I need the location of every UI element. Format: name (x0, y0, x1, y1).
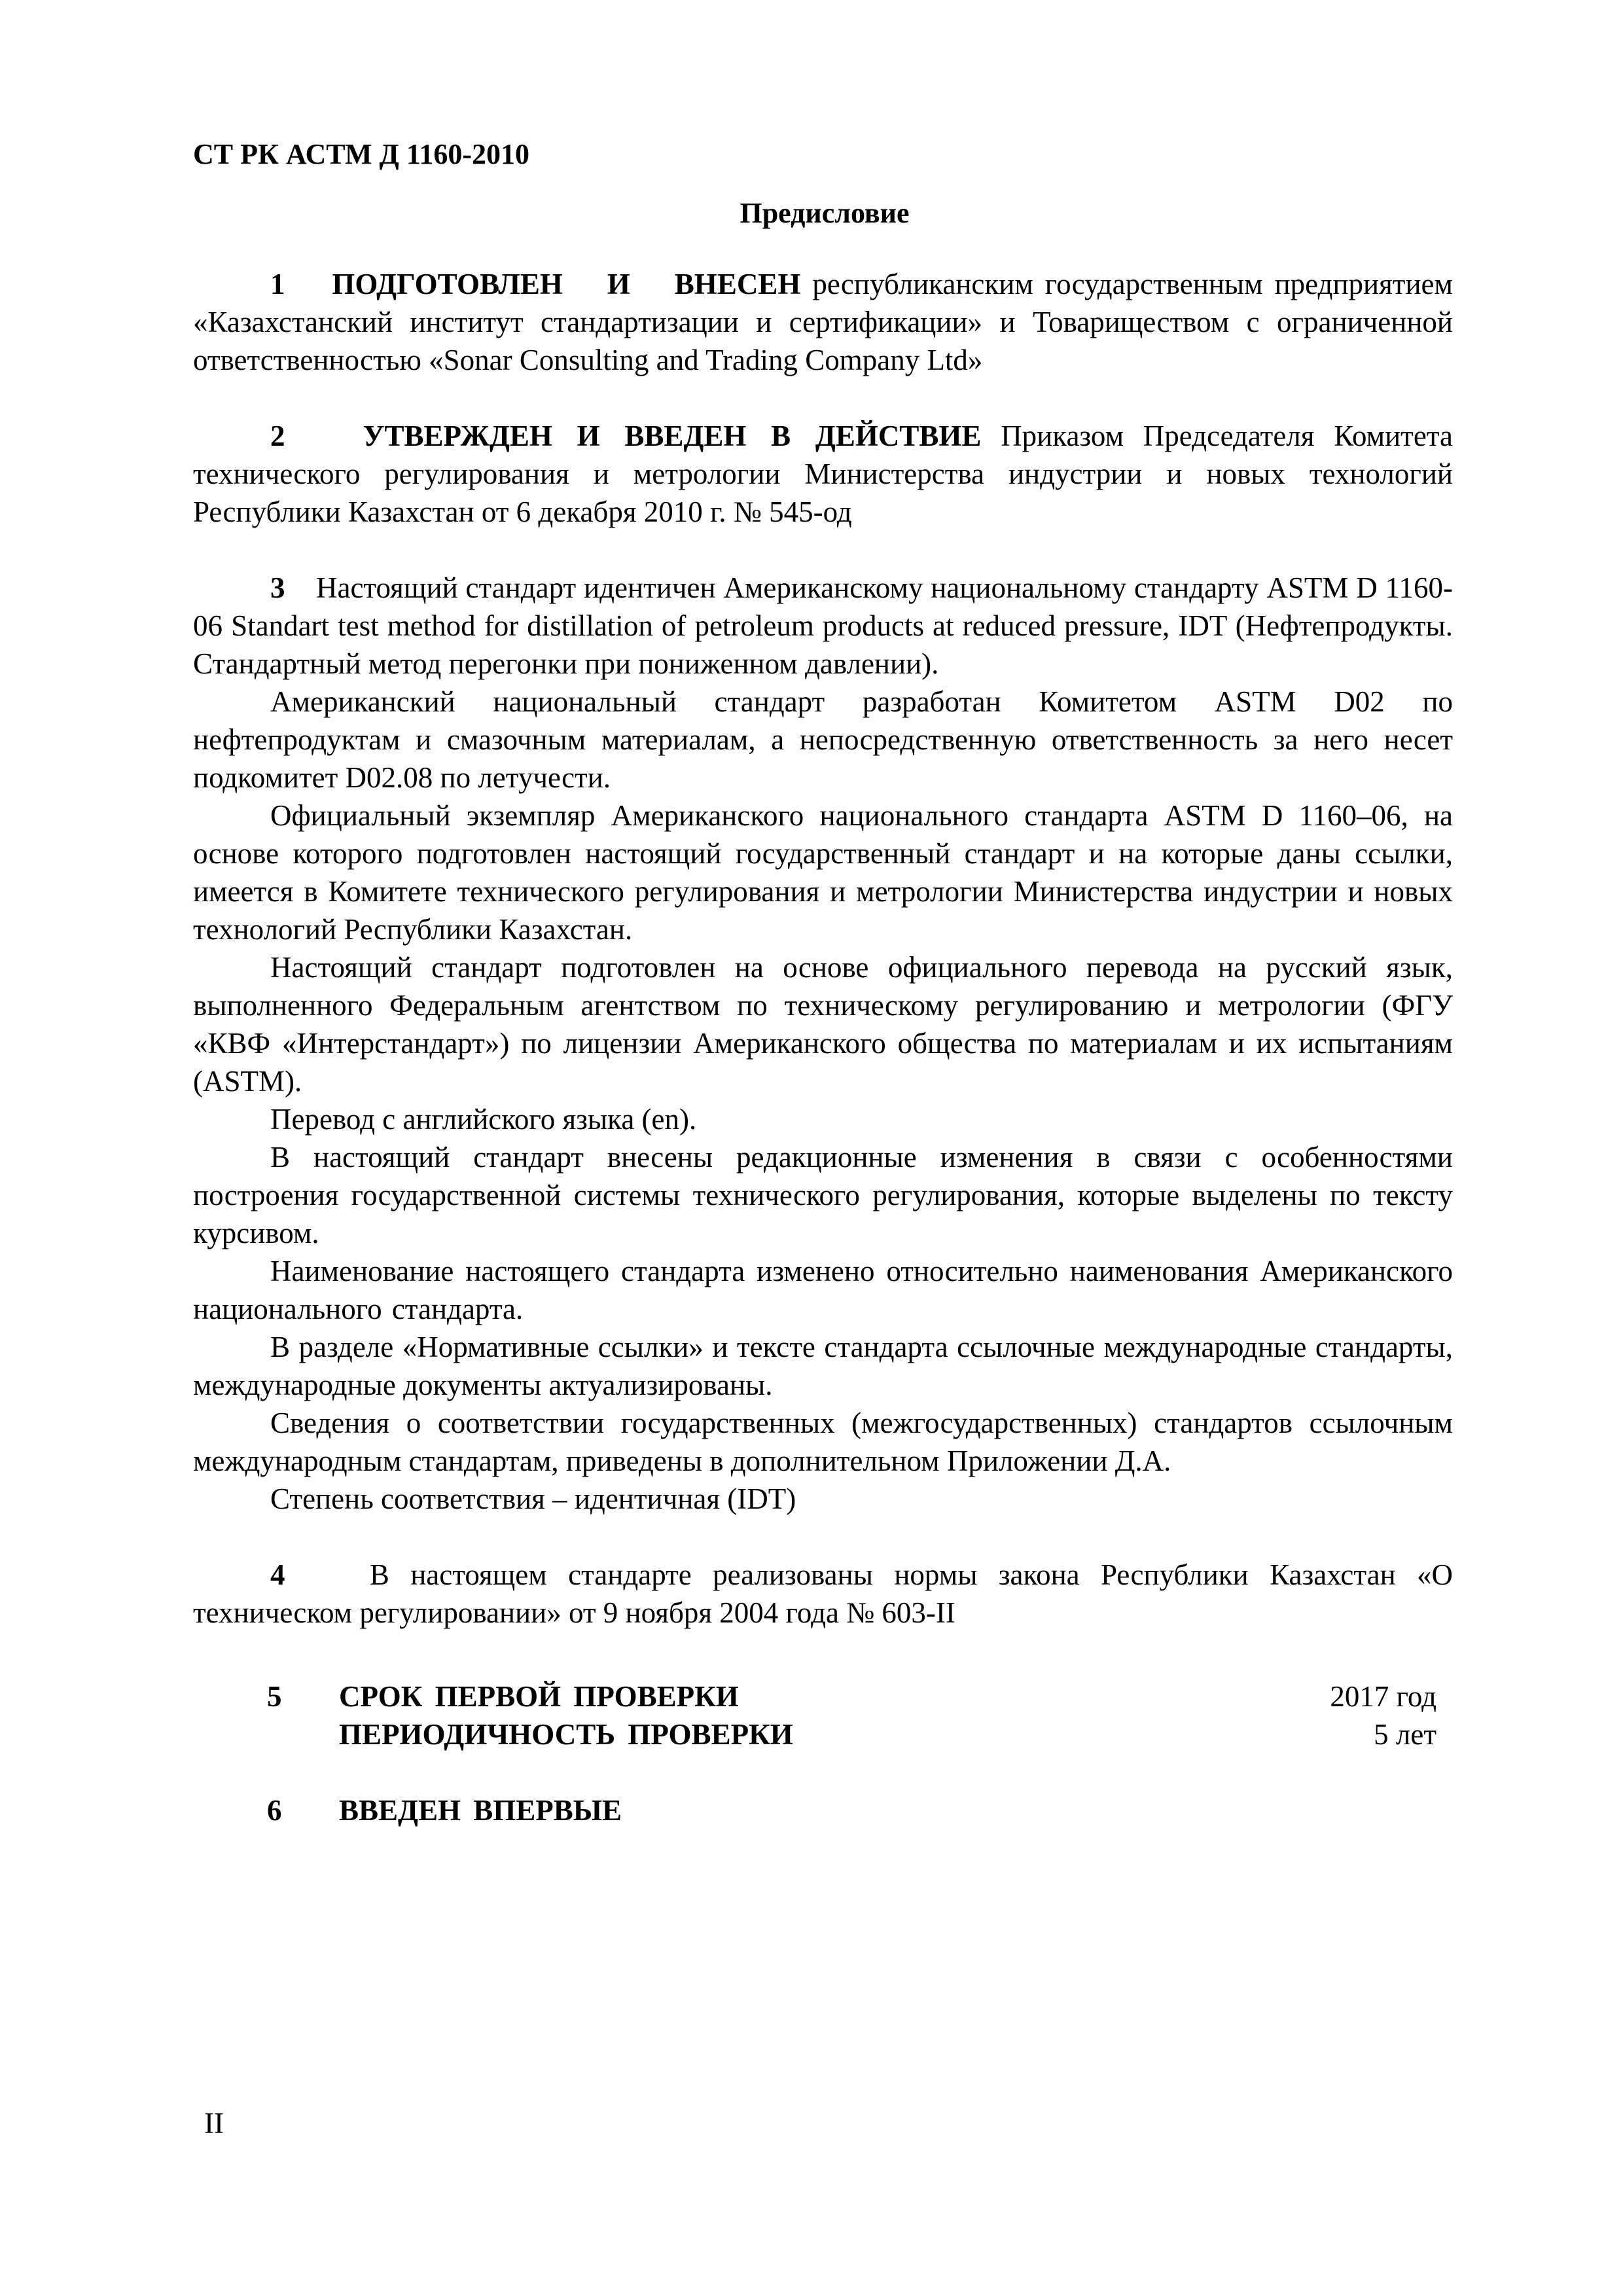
item-6-row (193, 1791, 978, 1829)
item-3-paragraph: Степень соответствия – идентичная (IDT) (270, 1482, 796, 1515)
item-4-number: 4 (270, 1558, 285, 1591)
item-4 (193, 1556, 1453, 1632)
first-review-label: СРОК ПЕРВОЙ ПРОВЕРКИ (339, 1680, 739, 1713)
item-3 (193, 569, 1453, 683)
item-5-number: 5 (267, 1680, 282, 1713)
item-2-number: 2 (270, 420, 285, 452)
item-1-lead: ПОДГОТОВЛЕН И ВНЕСЕН (332, 268, 801, 300)
first-review-value: 2017 год (1330, 1680, 1436, 1713)
review-schedule (193, 1677, 1436, 1753)
item-3-text: Настоящий стандарт идентичен Американскому национальному стандарту ASTM D 1160-06 Standart test method for distillation of petroleum products at reduced pressure, IDT (Нефтепродукты. Стандартный метод перегонки при пониженном давлении). (193, 571, 1453, 680)
review-period-label: ПЕРИОДИЧНОСТЬ ПРОВЕРКИ (339, 1718, 793, 1751)
foreword-body (193, 265, 1453, 1632)
item-2-lead: УТВЕРЖДЕН И ВВЕДЕН В ДЕЙСТВИЕ (363, 420, 982, 452)
page-number: II (204, 2107, 224, 2140)
item-2-text: Приказом Председателя Комитета технического регулирования и метрологии Министерства индустрии и новых технологий Республики Казахстан от 6 декабря 2010 г. № 545-од (193, 420, 1454, 528)
item-3-paragraph: В настоящий стандарт внесены редакционные изменения в связи с особенностями построения государственной системы технического регулирования, которые выделены по тексту курсивом. (193, 1141, 1453, 1249)
item-3-paragraph: Сведения о соответствии государственных (межгосударственных) стандартов ссылочным международным стандартам, приведены в дополнительном Приложении Д.А. (193, 1407, 1453, 1477)
item-4-text: В настоящем стандарте реализованы нормы закона Республики Казахстан «О техническом регулировании» от 9 ноября 2004 года № 603-II (193, 1558, 1453, 1629)
item-3-paragraph: Перевод с английского языка (en). (270, 1103, 697, 1136)
item-6-label: ВВЕДЕН ВПЕРВЫЕ (339, 1794, 622, 1827)
item-2 (193, 417, 1453, 531)
item-3-paragraph: Официальный экземпляр Американского национального стандарта ASTM D 1160–06, на основе которого подготовлен настоящий государственный стандарт и на которые даны ссылки, имеется в Комитете технического регулирования и метрологии Министерства индустрии и новых технологий Республики Казахстан. (193, 799, 1453, 946)
item-3-paragraph: Американский национальный стандарт разработан Комитетом ASTM D02 по нефтепродуктам и смазочным материалам, а непосредственную ответственность за него несет подкомитет D02.08 по летучести. (193, 685, 1453, 794)
item-3-paragraph: Настоящий стандарт подготовлен на основе официального перевода на русский язык, выполненного Федеральным агентством по техническому регулированию и метрологии (ФГУ «КВФ «Интерстандарт») по лицензии Американского общества по материалам и их испытаниям (ASTM). (193, 951, 1453, 1098)
document-code: СТ РК АСТМ Д 1160-2010 (193, 138, 530, 170)
review-period-row (193, 1715, 1436, 1753)
item-3-paragraph: В разделе «Нормативные ссылки» и тексте стандарта ссылочные международные стандарты, международные документы актуализированы. (193, 1331, 1453, 1401)
item-1-text: республиканским государственным предприятием «Казахстанский институт стандартизации и сертификации» и Товариществом с ограниченной ответственностью «Sonar Consulting and Trading Company Ltd» (193, 268, 1453, 376)
item-3-paragraph: Наименование настоящего стандарта изменено относительно наименования Американского национального стандарта. (193, 1255, 1453, 1325)
item-6-number: 6 (267, 1794, 282, 1827)
page-title: Предисловие (740, 197, 910, 229)
review-period-value: 5 лет (1374, 1718, 1436, 1751)
review-first-row (193, 1677, 1436, 1715)
item-3-number: 3 (270, 571, 285, 604)
item-1-number: 1 (270, 268, 285, 300)
item-6 (193, 1791, 978, 1829)
item-1 (193, 265, 1453, 379)
